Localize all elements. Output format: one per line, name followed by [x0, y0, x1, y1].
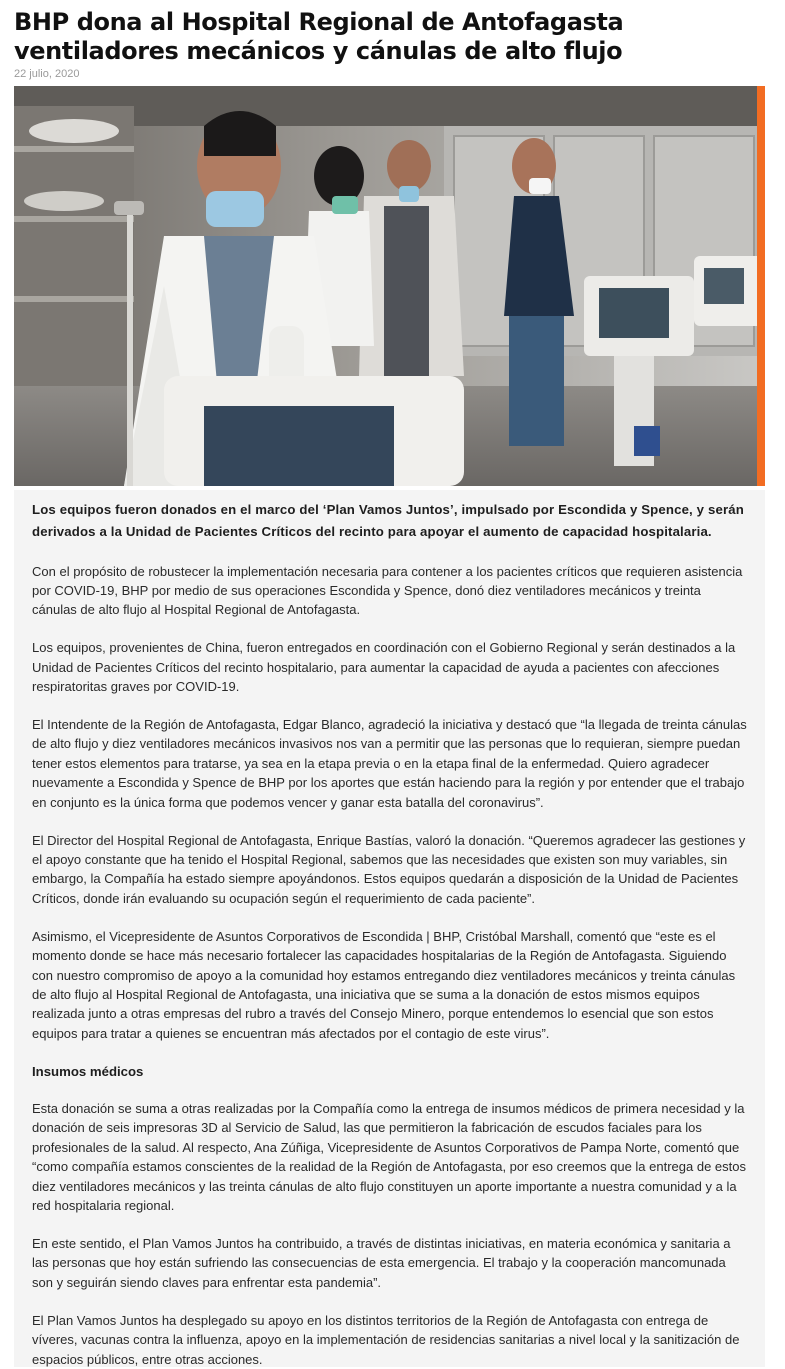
- publish-date: 22 julio, 2020: [14, 68, 80, 80]
- article-paragraph: El Intendente de la Región de Antofagasta, Edgar Blanco, agradeció la iniciativa y destacó que “la llegada de treinta cánulas de alto flujo y diez ventiladores mecánicos invasivos nos van a permitir que las personas que lo requieran, siempre puedan tener estos elementos para tratarse, ya sea en la etapa previa o en la etapa final de la enfermedad. Quiero agradecer nuevamente a Escondida y Spence de BHP por los aportes que están haciendo para la región y por entender que el trabajo en conjunto es la única forma que podemos vencer y ganar esta batalla del coronavirus”.: [32, 717, 747, 810]
- article-paragraph: El Director del Hospital Regional de Antofagasta, Enrique Bastías, valoró la donación. “Queremos agradecer las gestiones y el apoyo constante que ha tenido el Hospital Regional, sabemos que las necesidades que existen son muy variables, sin embargo, la Compañía ha estado siempre apoyándonos. Estos equipos quedarán a disposición de la Unidad de Pacientes Críticos, donde irán evaluando su ocupación según el requerimiento de cada paciente”.: [32, 832, 746, 906]
- article-paragraph: El Plan Vamos Juntos ha desplegado su apoyo en los distintos territorios de la Región de Antofagasta con entrega de víveres, vacunas contra la influenza, apoyo en la implementación de residencias sanitarias a nivel local y la sanitización de espacios públicos, entre otras acciones.: [32, 1312, 740, 1367]
- article-paragraph: En este sentido, el Plan Vamos Juntos ha contribuido, a través de distintas iniciativas, en materia económica y sanitaria a las personas que hoy están sufriendo las consecuencias de esta emergencia. El trabajo y la cooperación mancomunada son y seguirán siendo claves para enfrentar esta pandemia”.: [32, 1235, 731, 1290]
- article-subheading: Insumos médicos: [32, 1063, 144, 1079]
- article-title: BHP dona al Hospital Regional de Antofagasta ventiladores mecánicos y cánulas de alto flujo: [14, 8, 624, 65]
- hero-image: [14, 86, 765, 486]
- article-lead: Los equipos fueron donados en el marco del ‘Plan Vamos Juntos’, impulsado por Escondida y Spence, y serán derivados a la Unidad de Pacientes Críticos del recinto para apoyar el aumento de capacidad hospitalaria.: [32, 502, 744, 540]
- article-paragraph: Asimismo, el Vicepresidente de Asuntos Corporativos de Escondida | BHP, Cristóbal Marshall, comentó que “este es el momento donde se hace más necesario fortalecer las capacidades hospitalarias de la Región de Antofagasta. Siguiendo con nuestro compromiso de apoyo a la comunidad hoy estamos entregando diez ventiladores mecánicos y treinta cánulas de alto flujo al Hospital Regional de Antofagasta, una iniciativa que se suma a la donación de estos mismos equipos realizada junto a otras empresas del rubro a través del Consejo Minero, porque entendemos lo esencial que son estos equipos para tratar a quienes se encuentran más afectados por el contagio de este virus”.: [32, 928, 736, 1041]
- hospital-ventilators-photo-icon: [14, 86, 765, 486]
- accent-bar: [757, 86, 765, 486]
- article-body: [14, 490, 765, 1367]
- article-paragraph: Los equipos, provenientes de China, fueron entregados en coordinación con el Gobierno Regional y serán destinados a la Unidad de Pacientes Críticos del recinto hospitalario, para aumentar la capacidad de ayuda a pacientes con afecciones respiratoritas graves por COVID-19.: [32, 640, 736, 695]
- article-paragraph: Con el propósito de robustecer la implementación necesaria para contener a los pacientes críticos que requieren asistencia por COVID-19, BHP por medio de sus operaciones Escondida y Spence, donó diez ventiladores mecánicos y treinta cánulas de alto flujo al Hospital Regional de Antofagasta.: [32, 563, 743, 618]
- article-paragraph: Esta donación se suma a otras realizadas por la Compañía como la entrega de insumos médicos de primera necesidad y la donación de seis impresoras 3D al Servicio de Salud, las que permitieron la fabricación de escudos faciales para los profesionales de la salud. Al respecto, Ana Zúñiga, Vicepresidente de Asuntos Corporativos de Pampa Norte, comentó que “como compañía estamos conscientes de la realidad de la Región de Antofagasta, por eso creemos que la entrega de estos diez ventiladores mecánicos y las treinta cánulas de alto flujo constituyen un aporte importante a nuestra comunidad y a la red hospitalaria regional.: [32, 1101, 746, 1214]
